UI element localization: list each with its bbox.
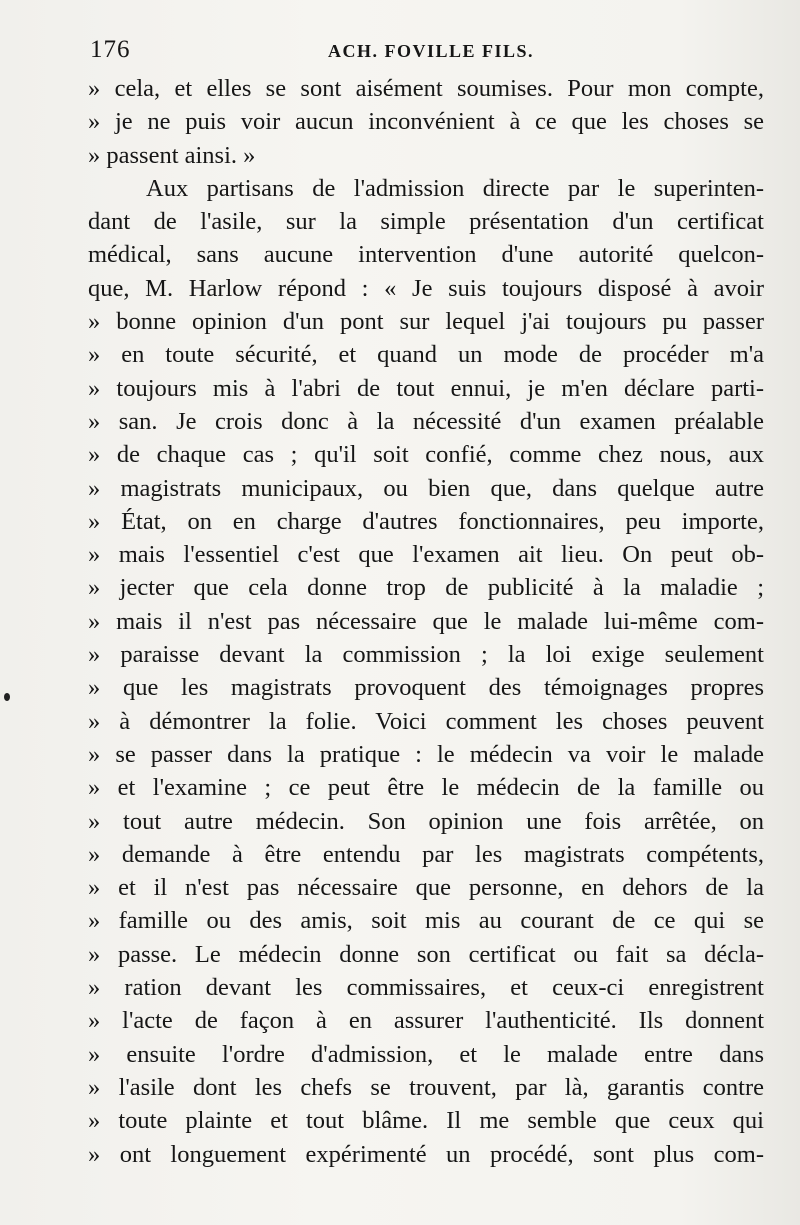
text-line: » ont longuement expérimenté un procédé, sont plus com- [88, 1140, 764, 1168]
text-line: » paraisse devant la commission ; la loi exige seulement [88, 641, 764, 669]
text-line: » toute plainte et tout blâme. Il me semble que ceux qui [88, 1107, 764, 1135]
text-line: » cela, et elles se sont aisément soumises. Pour mon compte, [88, 75, 764, 102]
text-line: » demande à être entendu par les magistrats compétents, [88, 840, 764, 868]
running-head: ACH. FOVILLE FILS. [328, 41, 535, 61]
ink-speck [4, 693, 10, 701]
text-line: dant de l'asile, sur la simple présentation d'un certificat [88, 208, 764, 236]
text-line: » je ne puis voir aucun inconvénient à ce que les choses se [88, 108, 764, 136]
text-line: » mais il n'est pas nécessaire que le malade lui-même com- [88, 607, 764, 635]
page-number: 176 [90, 36, 131, 63]
text-line: » que les magistrats provoquent des témoignages propres [88, 674, 764, 702]
text-line: » et il n'est pas nécessaire que personne, en dehors de la [88, 874, 764, 902]
text-line: » de chaque cas ; qu'il soit confié, comme chez nous, aux [88, 441, 764, 469]
text-line: » ensuite l'ordre d'admission, et le malade entre dans [88, 1040, 764, 1068]
text-line: » toujours mis à l'abri de tout ennui, je m'en déclare parti- [88, 374, 764, 402]
text-line: » magistrats municipaux, ou bien que, dans quelque autre [88, 474, 764, 502]
text-line: Aux partisans de l'admission directe par le superinten- [146, 174, 764, 202]
text-line: » l'acte de façon à en assurer l'authenticité. Ils donnent [88, 1007, 764, 1035]
text-line: » se passer dans la pratique : le médecin va voir le malade [88, 740, 764, 768]
text-line: » État, on en charge d'autres fonctionnaires, peu importe, [88, 507, 764, 535]
text-line: » san. Je crois donc à la nécessité d'un examen préalable [88, 407, 764, 435]
body-text [88, 72, 764, 1171]
text-line: » mais l'essentiel c'est que l'examen ait lieu. On peut ob- [88, 541, 764, 569]
text-line: » et l'examine ; ce peut être le médecin de la famille ou [88, 774, 764, 802]
text-line: » en toute sécurité, et quand un mode de procéder m'a [88, 341, 764, 369]
text-line: » jecter que cela donne trop de publicité à la maladie ; [88, 574, 764, 602]
text-line: » famille ou des amis, soit mis au courant de ce qui se [88, 907, 764, 935]
text-line: médical, sans aucune intervention d'une autorité quelcon- [88, 241, 764, 269]
text-line: que, M. Harlow répond : « Je suis toujours disposé à avoir [88, 274, 764, 302]
text-line: » tout autre médecin. Son opinion une fois arrêtée, on [88, 807, 764, 835]
text-line: » bonne opinion d'un pont sur lequel j'ai toujours pu passer [88, 308, 764, 336]
text-line: » à démontrer la folie. Voici comment les choses peuvent [88, 707, 764, 735]
page-header [90, 36, 760, 66]
text-line: » passe. Le médecin donne son certificat ou fait sa décla- [88, 940, 764, 968]
text-line: » ration devant les commissaires, et ceux-ci enregistrent [88, 974, 764, 1002]
text-line: » l'asile dont les chefs se trouvent, par là, garantis contre [88, 1073, 764, 1101]
text-line: » passent ainsi. » [88, 141, 256, 169]
